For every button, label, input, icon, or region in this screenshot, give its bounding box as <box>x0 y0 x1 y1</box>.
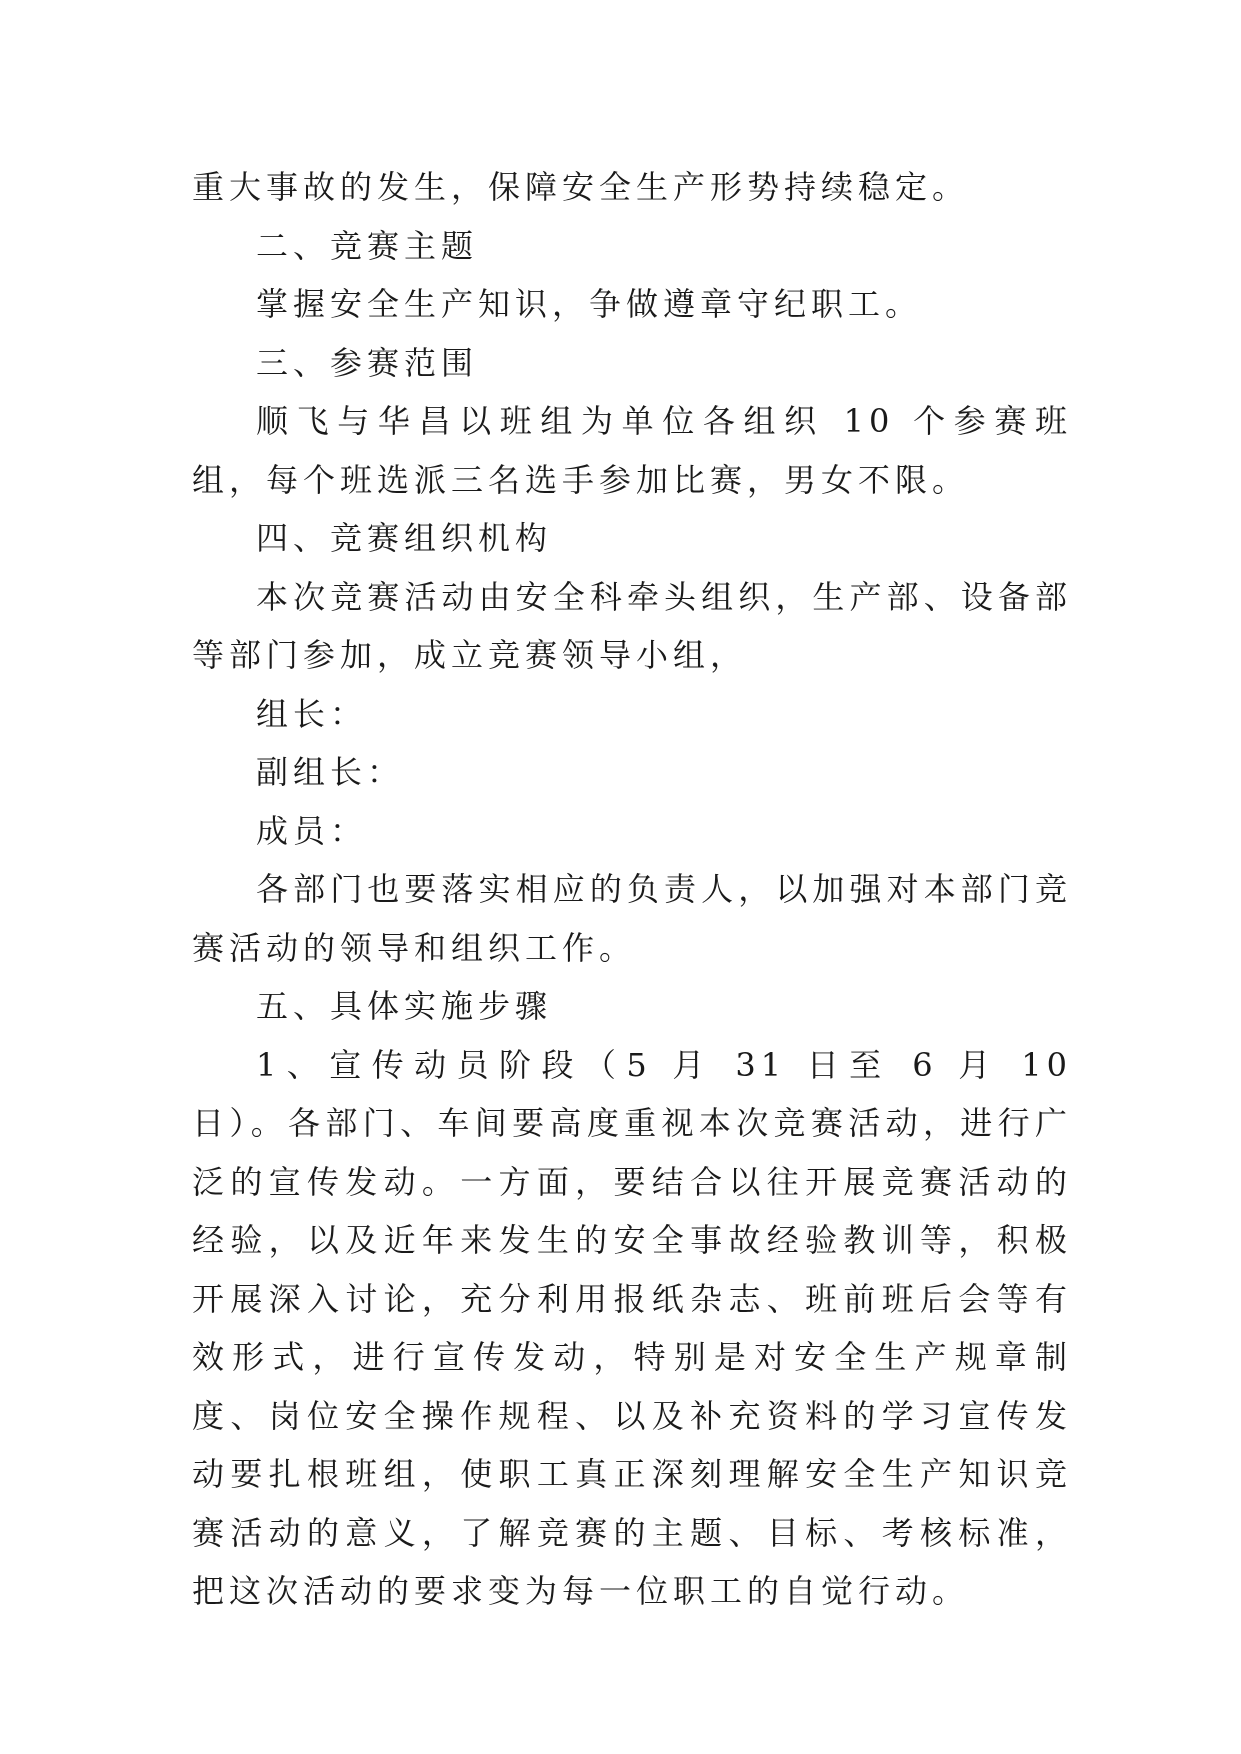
document-body <box>192 158 1072 1621</box>
heading-competition-theme: 二、竞赛主题 <box>256 226 479 265</box>
heading-organization: 四、竞赛组织机构 <box>256 519 553 557</box>
paragraph-step-one: 1、宣传动员阶段（5 月 31 日至 6 月 10 日）。各部门、车间要高度重视本次竞赛活动，进行广泛的宣传发动。一方面，要结合以往开展竞赛活动的经验，以及近年来发生的安全事故经验教训等，积极开展深入讨论，充分利用报纸杂志、班前班后会等有效形式，进行宣传发动，特别是对安全生产规章制度、岗位安全操作规程、以及补充资料的学习宣传发动要扎根班组，使职工真正深刻理解安全生产知识竞赛活动的意义，了解竞赛的主题、目标、考核标准，把这次活动的要求变为每一位职工的自觉行动。 <box>192 1045 1072 1610</box>
paragraph-leader: 组长： <box>256 694 368 733</box>
paragraph-department-responsibility: 各部门也要落实相应的负责人，以加强对本部门竞赛活动的领导和组织工作。 <box>192 870 1072 967</box>
heading-participation-scope: 三、参赛范围 <box>256 343 479 382</box>
paragraph-deputy-leader: 副组长： <box>256 753 405 791</box>
heading-implementation-steps: 五、具体实施步骤 <box>256 987 553 1025</box>
paragraph-continuation: 重大事故的发生，保障安全生产形势持续稳定。 <box>192 168 970 206</box>
paragraph-theme: 掌握安全生产知识，争做遵章守纪职工。 <box>256 285 923 323</box>
paragraph-scope: 顺飞与华昌以班组为单位各组织 10 个参赛班组，每个班选派三名选手参加比赛，男女不限。 <box>192 402 1072 499</box>
paragraph-members: 成员： <box>256 811 368 850</box>
paragraph-organization: 本次竞赛活动由安全科牵头组织，生产部、设备部等部门参加，成立竞赛领导小组， <box>192 577 1072 674</box>
